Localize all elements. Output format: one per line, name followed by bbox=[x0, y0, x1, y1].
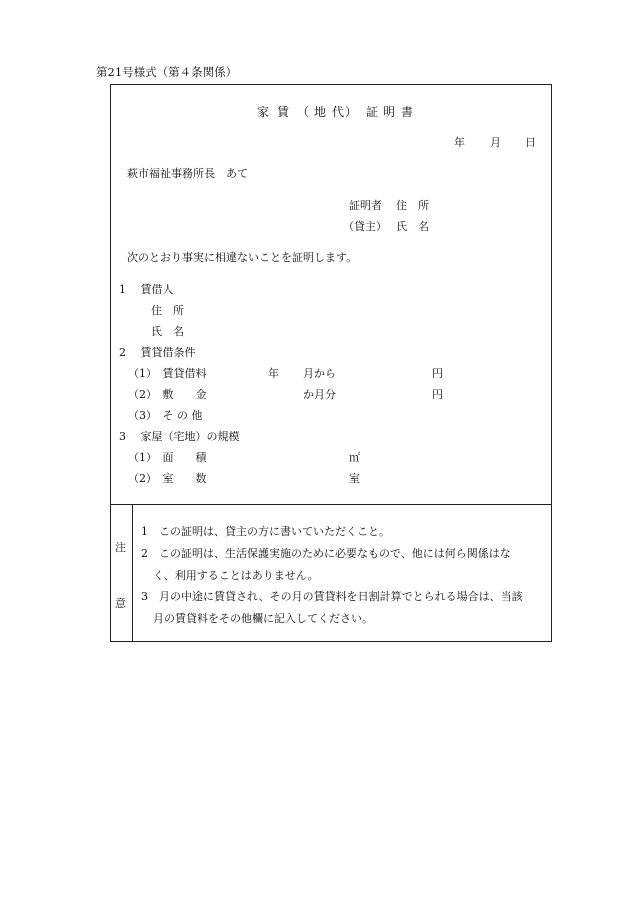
section1-heading: 1 賃借人 bbox=[119, 283, 174, 296]
notes-label-top: 注 bbox=[115, 541, 126, 554]
section3-heading: 3 家屋（宅地）の規模 bbox=[119, 430, 240, 443]
rent-yen: 円 bbox=[432, 367, 443, 380]
title-char: （ bbox=[297, 105, 310, 119]
certifier-name-label: 氏 名 bbox=[396, 220, 429, 233]
note-2-line2: く、利用することはありません。 bbox=[153, 569, 319, 582]
certifier-role: 証明者 bbox=[349, 199, 382, 212]
deposit-yen: 円 bbox=[432, 388, 443, 401]
certification-statement: 次のとおり事実に相違ないことを証明します。 bbox=[127, 251, 358, 264]
date-month: 月 bbox=[490, 136, 501, 149]
rent-year: 年 bbox=[268, 367, 279, 380]
date-day: 日 bbox=[525, 136, 536, 149]
deposit-label: （2） 敷 金 bbox=[128, 388, 207, 401]
tenant-address-label: 住 所 bbox=[151, 304, 184, 317]
note-2-line1: 2 この証明は、生活保護実施のために必要なもので、他には何ら関係はな bbox=[141, 547, 511, 560]
other-label: （3） そ の 他 bbox=[128, 409, 203, 422]
date-year: 年 bbox=[454, 136, 465, 149]
rent-label: （1） 賃貸借料 bbox=[128, 367, 207, 380]
note-1: 1 この証明は、貸主の方に書いていただくこと。 bbox=[141, 525, 390, 538]
title-char: 家 bbox=[257, 105, 270, 119]
addressee: 萩市福祉事務所長 あて bbox=[127, 167, 248, 180]
area-label: （1） 面 積 bbox=[128, 451, 207, 464]
title-char: 明 bbox=[383, 105, 396, 119]
rooms-label: （2） 室 数 bbox=[128, 472, 207, 485]
form-number: 第21号様式（第４条関係） bbox=[96, 65, 238, 79]
certifier-role-landlord: （貸主） bbox=[343, 220, 387, 233]
title-char: 証 bbox=[366, 105, 379, 119]
title-char: 書 bbox=[401, 105, 414, 119]
section2-heading: 2 賃貸借条件 bbox=[119, 346, 196, 359]
certifier-address-label: 住 所 bbox=[396, 199, 429, 212]
certificate-form bbox=[110, 84, 552, 642]
title-char: 地 bbox=[314, 105, 327, 119]
title-char: ） bbox=[345, 105, 358, 119]
notes-label-separator bbox=[132, 504, 133, 642]
deposit-months: か月分 bbox=[303, 388, 336, 401]
rent-month-from: 月から bbox=[303, 367, 336, 380]
notes-divider bbox=[111, 504, 551, 505]
area-unit: ㎡ bbox=[349, 451, 360, 464]
title-char: 代 bbox=[332, 105, 345, 119]
note-3-line1: 3 月の中途に賃貸され、その月の賃貸料を日割計算でとられる場合は、当該 bbox=[141, 590, 523, 603]
rooms-unit: 室 bbox=[349, 472, 360, 485]
tenant-name-label: 氏 名 bbox=[151, 325, 184, 338]
note-3-line2: 月の賃貸料をその他欄に記入してください。 bbox=[153, 612, 373, 625]
title-char: 賃 bbox=[277, 105, 290, 119]
notes-label-bottom: 意 bbox=[115, 597, 126, 610]
